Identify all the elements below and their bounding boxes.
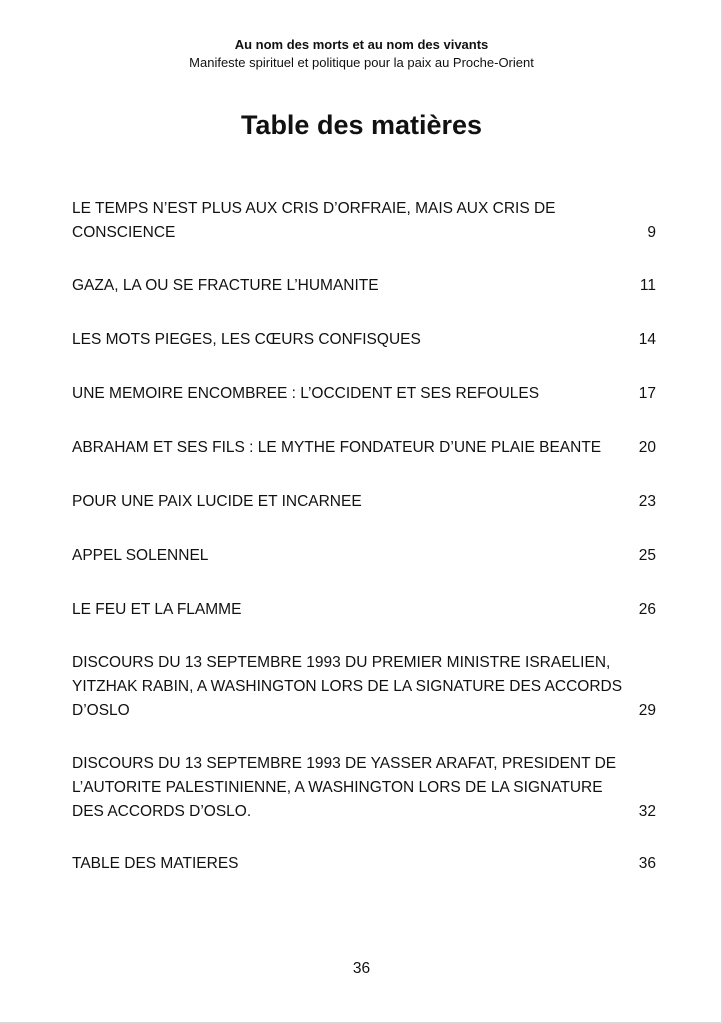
toc-entry-title: LE TEMPS N’EST PLUS AUX CRIS D’ORFRAIE, MAIS AUX CRIS DE CONSCIENCE [72,200,556,241]
toc-entry[interactable] [72,598,656,622]
page-title: Table des matières [240,110,483,140]
toc-entry-page: 20 [638,439,656,456]
toc-entry-title: LES MOTS PIEGES, LES CŒURS CONFISQUES [72,331,421,348]
book-subtitle: Manifeste spirituel et politique pour la paix au Proche-Orient [189,55,534,70]
toc-entry-title: GAZA, LA OU SE FRACTURE L’HUMANITE [72,277,379,294]
running-header [0,36,723,72]
toc-entry[interactable] [72,328,656,352]
toc-entry-page: 25 [638,547,656,564]
page-number: 36 [352,960,371,977]
toc-entry-title: DISCOURS DU 13 SEPTEMBRE 1993 DU PREMIER MINISTRE ISRAELIEN, YITZHAK RABIN, A WASHINGTON LORS DE LA SIGNATURE DES ACCORDS D’OSLO [72,654,623,719]
toc-entry-page: 29 [638,702,656,719]
toc-entry-title: POUR UNE PAIX LUCIDE ET INCARNEE [72,493,362,510]
toc-entry[interactable] [72,651,656,723]
toc-entry-title: ABRAHAM ET SES FILS : LE MYTHE FONDATEUR D’UNE PLAIE BEANTE [72,439,602,456]
toc-entry[interactable] [72,274,656,298]
toc-entry[interactable] [72,490,656,514]
toc-entry[interactable] [72,852,656,876]
toc-entry[interactable] [72,544,656,568]
toc-entry-title: DISCOURS DU 13 SEPTEMBRE 1993 DE YASSER ARAFAT, PRESIDENT DE L’AUTORITE PALESTINIENNE, A WASHINGTON LORS DE LA SIGNATURE DES ACCORDS D’OSLO. [72,755,617,820]
toc-entry-page: 9 [647,224,656,241]
toc-entry-title: UNE MEMOIRE ENCOMBREE : L’OCCIDENT ET SES REFOULES [72,385,540,402]
toc-entry-page: 14 [638,331,656,348]
toc-entry-page: 23 [638,493,656,510]
toc-entry-title: LE FEU ET LA FLAMME [72,601,242,618]
book-title: Au nom des morts et au nom des vivants [234,37,489,52]
toc-entry-page: 11 [639,277,656,294]
toc-entry-title: TABLE DES MATIERES [72,855,239,872]
toc-entry[interactable] [72,382,656,406]
toc-entry-page: 36 [638,855,656,872]
toc-entry-page: 32 [638,803,656,820]
toc-entry[interactable] [72,197,656,245]
toc-entry-page: 26 [638,601,656,618]
toc-entry-title: APPEL SOLENNEL [72,547,209,564]
toc-entry-page: 17 [638,385,656,402]
toc-entry[interactable] [72,436,656,460]
toc-entry[interactable] [72,752,656,824]
